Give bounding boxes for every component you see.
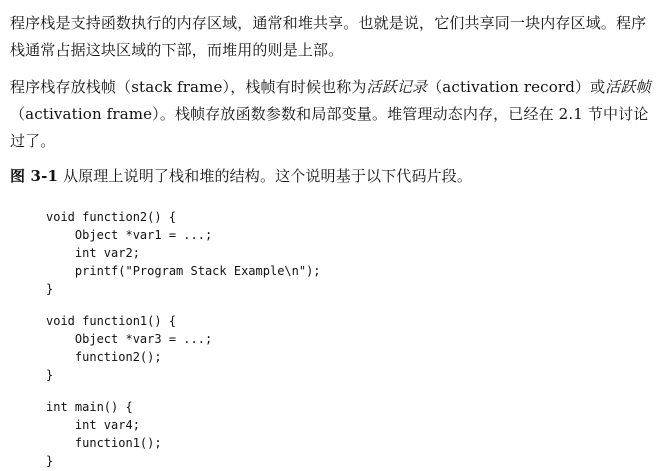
code-line: int var2; bbox=[46, 246, 140, 260]
code-line: int var4; bbox=[46, 418, 140, 432]
figure-reference-label: 图 3-1 bbox=[10, 167, 59, 185]
function1-code-block bbox=[46, 312, 657, 384]
code-line: Object *var3 = ...; bbox=[46, 332, 213, 346]
code-line: } bbox=[46, 454, 54, 468]
paragraph-stack-frame bbox=[10, 74, 657, 155]
main-code-block bbox=[46, 398, 657, 470]
code-line: printf("Program Stack Example\n"); bbox=[46, 264, 321, 278]
code-line: void function2() { bbox=[46, 210, 177, 224]
code-line: function1(); bbox=[46, 436, 162, 450]
function2-code-block bbox=[46, 208, 657, 298]
paragraph-program-stack bbox=[10, 10, 657, 64]
figure-reference-text: 从原理上说明了栈和堆的结构。这个说明基于以下代码片段。 bbox=[58, 167, 473, 185]
code-line: int main() { bbox=[46, 400, 133, 414]
code-line: } bbox=[46, 282, 54, 296]
code-line: void function1() { bbox=[46, 314, 177, 328]
paragraph-text: 程序栈是支持函数执行的内存区域，通常和堆共享。也就是说，它们共享同一块内存区域。程序栈通常占据这块区域的下部，而堆用的则是上部。 bbox=[10, 14, 647, 59]
activation-frame-term: 活跃帧 bbox=[605, 78, 651, 96]
activation-record-term: 活跃记录 bbox=[366, 78, 428, 96]
code-line: Object *var1 = ...; bbox=[46, 228, 213, 242]
paragraph-text-part-1: 程序栈存放栈帧（stack frame），栈帧有时候也称为 bbox=[10, 78, 367, 96]
code-snippet bbox=[46, 208, 657, 470]
paragraph-figure-reference bbox=[10, 163, 657, 190]
code-line: function2(); bbox=[46, 350, 162, 364]
paragraph-text-part-3: （activation frame）。栈帧存放函数参数和局部变量。堆管理动态内存，已经在 2.1 节中讨论过了。 bbox=[10, 105, 649, 150]
code-line: } bbox=[46, 368, 54, 382]
paragraph-text-part-2: （activation record）或 bbox=[427, 78, 606, 96]
